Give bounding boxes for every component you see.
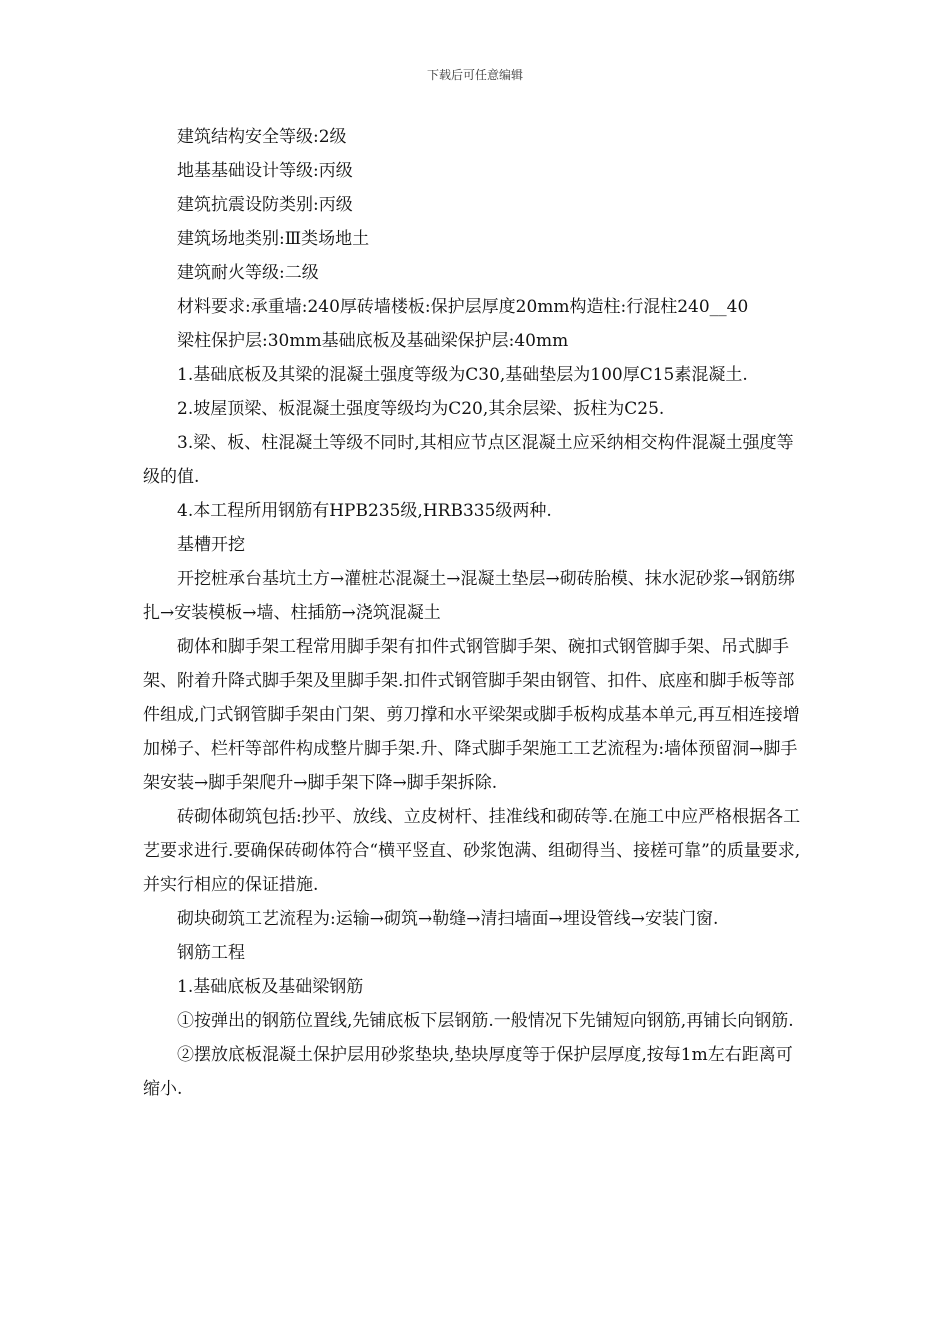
paragraph-foundation-design-grade: 地基基础设计等级:丙级 xyxy=(177,161,353,181)
paragraph-rebar-step-1: ①按弹出的钢筋位置线,先铺底板下层钢筋.一般情况下先铺短向钢筋,再铺长向钢筋. xyxy=(177,1011,794,1031)
paragraph-block-masonry-process: 砌块砌筑工艺流程为:运输→砌筑→勒缝→清扫墙面→埋设管线→安装门窗. xyxy=(177,909,719,929)
paragraph-protective-layer: 梁柱保护层:30mm基础底板及基础梁保护层:40mm xyxy=(177,331,569,351)
paragraph-fire-resistance-grade: 建筑耐火等级:二级 xyxy=(177,263,319,283)
subsection-heading-foundation-rebar: 1.基础底板及基础梁钢筋 xyxy=(177,977,364,997)
paragraph-excavation-process: 开挖桩承台基坑土方→灌桩芯混凝土→混凝土垫层→砌砖胎模、抹水泥砂浆→钢筋绑扎→安装模板→墙、柱插筋→浇筑混凝土 xyxy=(143,569,795,623)
section-heading-rebar-works: 钢筋工程 xyxy=(177,943,245,963)
paragraph-material-requirements: 材料要求:承重墙:240厚砖墙楼板:保护层厚度20mm构造柱:行混柱240__40 xyxy=(177,297,749,317)
document-body xyxy=(143,120,809,1106)
paragraph-concrete-grade-3: 3.梁、板、柱混凝土等级不同时,其相应节点区混凝土应采纳相交构件混凝土强度等级的值. xyxy=(143,433,794,487)
paragraph-concrete-grade-1: 1.基础底板及其梁的混凝土强度等级为C30,基础垫层为100厚C15素混凝土. xyxy=(177,365,748,385)
paragraph-rebar-types: 4.本工程所用钢筋有HPB235级,HRB335级两种. xyxy=(177,501,552,521)
paragraph-brick-masonry: 砖砌体砌筑包括:抄平、放线、立皮树杆、挂准线和砌砖等.在施工中应严格根据各工艺要求进行.要确保砖砌体符合“横平竖直、砂浆饱满、组砌得当、接槎可靠”的质量要求,并实行相应的保证措施. xyxy=(143,807,801,895)
section-heading-trench-excavation: 基槽开挖 xyxy=(177,535,245,555)
paragraph-seismic-category: 建筑抗震设防类别:丙级 xyxy=(177,195,353,215)
paragraph-site-category: 建筑场地类别:Ⅲ类场地土 xyxy=(177,229,370,249)
paragraph-rebar-step-2: ②摆放底板混凝土保护层用砂浆垫块,垫块厚度等于保护层厚度,按每1m左右距离可缩小. xyxy=(143,1045,793,1099)
paragraph-concrete-grade-2: 2.坡屋顶梁、板混凝土强度等级均为C20,其余层梁、扳柱为C25. xyxy=(177,399,665,419)
paragraph-scaffolding: 砌体和脚手架工程常用脚手架有扣件式钢管脚手架、碗扣式钢管脚手架、吊式脚手架、附着升降式脚手架及里脚手架.扣件式钢管脚手架由钢管、扣件、底座和脚手板等部件组成,门式钢管脚手架由门架、剪刀撑和水平梁架或脚手板构成基本单元,再互相连接增加梯子、栏杆等部件构成整片脚手架.升、降式脚手架施工工艺流程为:墙体预留洞→脚手架安装→脚手架爬升→脚手架下降→脚手架拆除. xyxy=(143,637,800,793)
page-header: 下载后可任意编辑 xyxy=(426,68,523,82)
paragraph-structure-safety-grade: 建筑结构安全等级:2级 xyxy=(177,127,347,147)
